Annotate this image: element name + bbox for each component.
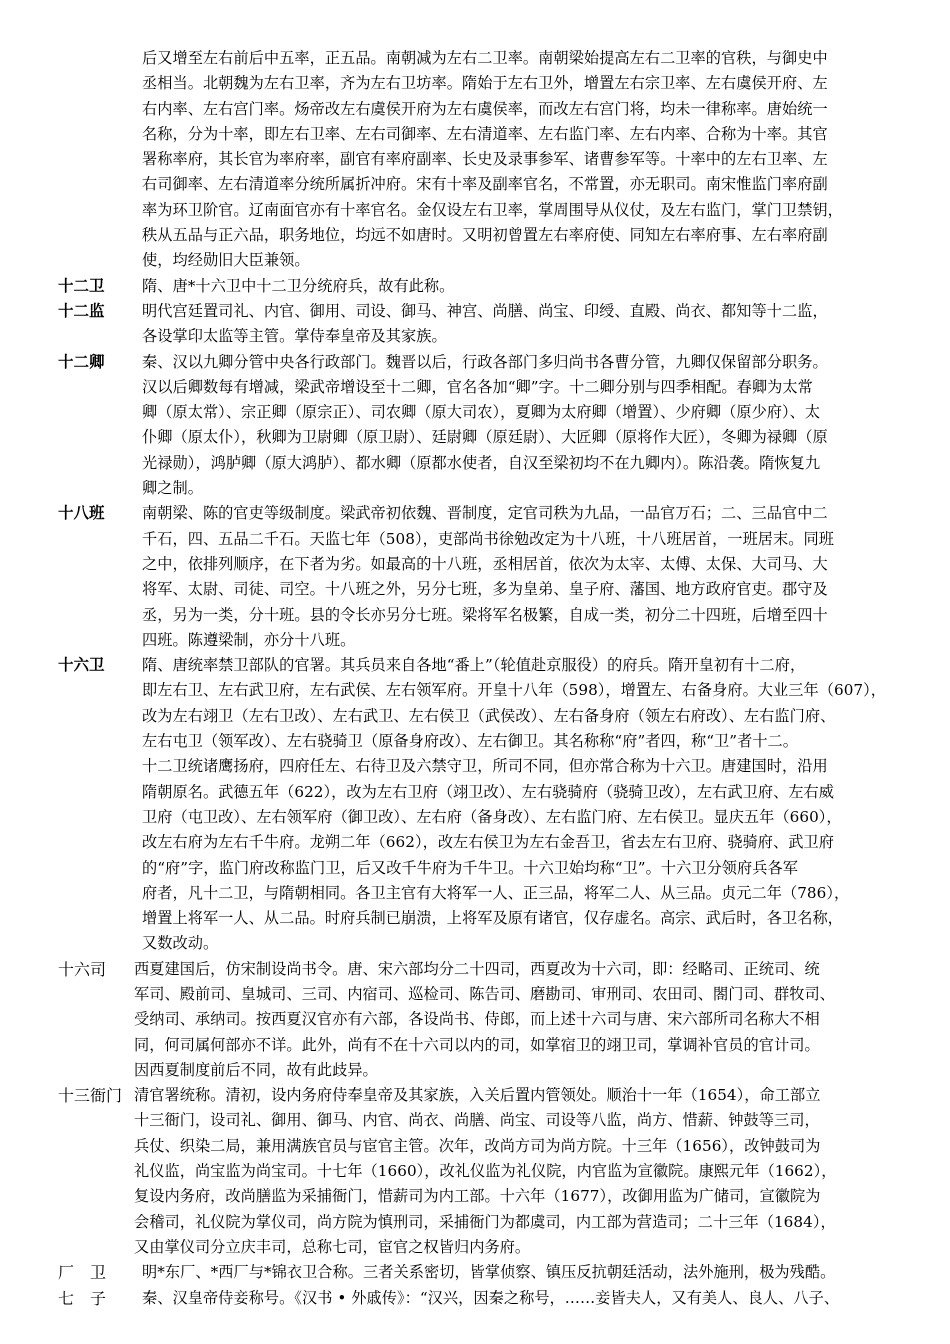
definition-line: 千石，四、五品二千石。天监七年（508），吏部尚书徐勉改定为十八班，十八班居首，一班居末。同班	[142, 529, 834, 548]
definition-line: 各设掌印太监等主管。掌侍奉皇帝及其家族。	[142, 327, 447, 346]
dictionary-entry	[58, 653, 894, 957]
definition-line: 仆卿（原太仆），秋卿为卫尉卿（原卫尉）、廷尉卿（原廷尉）、大匠卿（原将作大匠），冬卿为禄卿（原	[142, 428, 828, 447]
entry-term: 厂 卫	[58, 1263, 107, 1283]
definition-line: 隋、唐统率禁卫部队的官署。其兵员来自各地“番上”（轮值赴京服役）的府兵。隋开皇初有十二府，	[142, 656, 806, 675]
entry-definition	[134, 1083, 894, 1260]
entry-term: 十二监	[58, 301, 105, 320]
definition-line: 署称率府，其长官为率府率，副官有率府副率、长史及录事参军、诸曹参军等。十率中的左右卫率、左	[142, 150, 828, 169]
entry-term: 十八班	[58, 504, 105, 523]
definition-line: 光禄勋），鸿胪卿（原大鸿胪）、都水卿（原都水使者，自汉至梁初均不在九卿内）。陈沿袭。隋恢复九	[142, 453, 821, 472]
definition-line: 又数改动。	[142, 934, 219, 953]
definition-line: 明*东厂、*西厂与*锦衣卫合称。三者关系密切，皆掌侦察、镇压反抗朝廷活动，法外施刑，极为残酷。	[142, 1263, 836, 1282]
definition-line: 右司御率、左右清道率分统所属折冲府。宋有十率及副率官名，不常置，亦无职司。南宋惟监门率府副	[142, 175, 828, 194]
definition-line: 将军、太尉、司徒、司空。十八班之外，另分七班，多为皇弟、皇子府、藩国、地方政府官吏。郡守及	[142, 580, 828, 599]
definition-line: 右内率、左右宫门率。炀帝改左右虞侯开府为左右虞侯率，而改左右宫门将，均未一律称率。唐始统一	[142, 99, 828, 118]
definition-line: 清官署统称。清初，设内务府侍奉皇帝及其家族，入关后置内管领处。顺治十一年（1654），命工部立	[134, 1086, 821, 1105]
definition-line: 的“府”字，监门府改称监门卫，后又改千牛府为千牛卫。十六卫始均称“卫”。十六卫分领府兵各军	[142, 858, 798, 877]
entry-term: 七 子	[58, 1288, 107, 1308]
entry-definition	[142, 653, 894, 957]
definition-line: 兵仗、织染二局，兼用满族官员与宦官主管。次年，改尚方司为尚方院。十三年（1656），改钟鼓司为	[134, 1136, 821, 1155]
definition-line: 卫府（屯卫改）、左右领军府（御卫改）、左右府（备身改）、左右监门府、左右侯卫。显庆五年（660），	[142, 807, 842, 826]
definition-line: 名称，分为十率，即左右卫率、左右司御率、左右清道率、左右监门率、左右内率、合称为十率。其官	[142, 124, 828, 143]
dictionary-entry	[58, 1260, 894, 1285]
definition-line: 增置上将军一人、从二品。时府兵制已崩溃，上将军及原有诸官，仅存虚名。高宗、武后时，各卫名称，	[142, 909, 843, 928]
definition-line: 又由掌仪司分立庆丰司，总称七司，宦官之权皆归内务府。	[134, 1237, 531, 1256]
definition-line: 明代宫廷置司礼、内官、御用、司设、御马、神宫、尚膳、尚宝、印绶、直殿、尚衣、都知等十二监，	[142, 301, 828, 320]
entry-term: 十二卿	[58, 352, 105, 371]
definition-line: 卿（原太常）、宗正卿（原宗正）、司农卿（原大司农），夏卿为太府卿（增置）、少府卿（原少府）、太	[142, 403, 821, 422]
definition-line: 汉以后卿数每有增减，梁武帝增设至十二卿，官名各加“卿”字。十二卿分别与四季相配。春卿为太常	[142, 377, 813, 396]
entry-definition	[142, 299, 894, 350]
definition-line: 隋朝原名。武德五年（622），改为左右卫府（翊卫改）、左右骁骑府（骁骑卫改），左右武卫府、左右威	[142, 782, 835, 801]
definition-line: 十二卫统诸鹰扬府，四府任左、右待卫及六禁守卫，所司不同，但亦常合称为十六卫。唐建国时，沿用	[142, 757, 828, 776]
dictionary-entry	[58, 1083, 894, 1260]
definition-line: 卿之制。	[142, 479, 203, 498]
entry-definition	[134, 957, 894, 1083]
definition-line: 改为左右翊卫（左右卫改）、左右武卫、左右侯卫（武侯改）、左右备身府（领左右府改）、左右监门府、	[142, 706, 836, 725]
entry-definition	[142, 46, 894, 274]
entry-definition	[142, 1286, 894, 1311]
entry-definition	[142, 501, 894, 653]
definition-line: 十三衙门，设司礼、御用、御马、内官、尚衣、尚膳、尚宝、司设等八监，尚方、惜薪、钟鼓等三司，	[134, 1111, 820, 1130]
definition-line: 秩从五品与正六品，职务地位，均远不如唐时。又明初曾置左右率府使、同知左右率府事、左右率府副	[142, 226, 828, 245]
definition-line: 会稽司，礼仪院为掌仪司，尚方院为慎刑司，采捕衙门为都虞司，内工部为营造司；二十三年（1684），	[134, 1212, 836, 1231]
definition-line: 因西夏制度前后不同，故有此歧异。	[134, 1060, 378, 1079]
definition-line: 率为环卫阶官。辽南面官亦有十率官名。金仅设左右卫率，掌周围导从仪仗，及左右监门，掌门卫禁钥，	[142, 200, 843, 219]
dictionary-entry	[58, 46, 894, 274]
definition-line: 后又增至左右前后中五率，正五品。南朝减为左右二卫率。南朝梁始提高左右二卫率的官秩，与御史中	[142, 49, 828, 67]
definition-line: 丞，另为一类，分十班。县的令长亦另分七班。梁将军名极繁，自成一类，初分二十四班，后增至四十	[142, 605, 828, 624]
dictionary-entry	[58, 274, 894, 299]
dictionary-entry	[58, 1286, 894, 1311]
dictionary-entry	[58, 501, 894, 653]
definition-line: 左右屯卫（领军改）、左右骁骑卫（原备身府改）、左右御卫。其名称称“府”者四，称“卫”者十二。	[142, 732, 799, 751]
definition-line: 同，何司属何部亦不详。此外，尚有不在十六司以内的司，如掌宿卫的翊卫司，掌调补官员的官计司。	[134, 1035, 820, 1054]
definition-line: 即左右卫、左右武卫府，左右武侯、左右领军府。开皇十八年（598），增置左、右备身府。大业三年（607），	[142, 681, 887, 700]
entry-definition	[142, 350, 894, 502]
definition-line: 丞相当。北朝魏为左右卫率，齐为左右卫坊率。隋始于左右卫外，增置左右宗卫率、左右虞侯开府、左	[142, 74, 828, 93]
definition-line: 秦、汉皇帝侍妾称号。《汉书 • 外戚传》：“汉兴，因秦之称号，……妾皆夫人，又有美人、良人、八子、	[142, 1288, 840, 1307]
definition-line: 府者，凡十二卫，与隋朝相同。各卫主官有大将军一人、正三品，将军二人、从三品。贞元二年（786），	[142, 883, 850, 902]
definition-line: 受纳司、承纳司。按西夏汉官亦有六部，各设尚书、侍郎，而上述十六司与唐、宋六部所司名称大不相	[134, 1010, 820, 1029]
definition-line: 改左右府为左右千牛府。龙朔二年（662），改左右侯卫为左右金吾卫，省去左右卫府、骁骑府、武卫府	[142, 833, 834, 852]
definition-line: 四班。陈遵梁制，亦分十八班。	[142, 630, 356, 649]
entry-term: 十六卫	[58, 656, 105, 675]
definition-line: 之中，依排列顺序，在下者为劣。如最高的十八班，丞相居首，依次为太宰、太傅、太保、大司马、大	[142, 554, 828, 573]
dictionary-entry	[58, 957, 894, 1083]
entry-term: 十二卫	[58, 276, 105, 295]
definition-line: 礼仪监，尚宝监为尚宝司。十七年（1660），改礼仪监为礼仪院，内官监为宣徽院。康熙元年（1662），	[134, 1162, 837, 1181]
entry-term: 十六司	[58, 959, 107, 979]
definition-line: 使，均经勋旧大臣兼领。	[142, 251, 310, 270]
definition-line: 秦、汉以九卿分管中央各行政部门。魏晋以后，行政各部门多归尚书各曹分管，九卿仅保留部分职务。	[142, 352, 828, 371]
entry-term: 十三衙门	[58, 1086, 123, 1106]
dictionary-entry	[58, 350, 894, 502]
definition-line: 军司、殿前司、皇城司、三司、内宿司、巡检司、陈告司、磨勘司、审刑司、农田司、閤门司、群牧司、	[134, 984, 835, 1003]
entry-definition	[142, 274, 894, 299]
dictionary-entry	[58, 299, 894, 350]
definition-line: 隋、唐*十六卫中十二卫分统府兵，故有此称。	[142, 276, 455, 295]
dictionary-page	[58, 46, 894, 1311]
definition-line: 南朝梁、陈的官吏等级制度。梁武帝初依魏、晋制度，定官司秩为九品，一品官万石；二、三品官中二	[142, 504, 828, 523]
definition-line: 西夏建国后，仿宋制设尚书令。唐、宋六部均分二十四司，西夏改为十六司，即：经略司、正统司、统	[134, 959, 820, 978]
definition-line: 复设内务府，改尚膳监为采捕衙门，惜薪司为内工部。十六年（1677），改御用监为广储司，宣徽院为	[134, 1187, 821, 1206]
entry-definition	[142, 1260, 894, 1285]
